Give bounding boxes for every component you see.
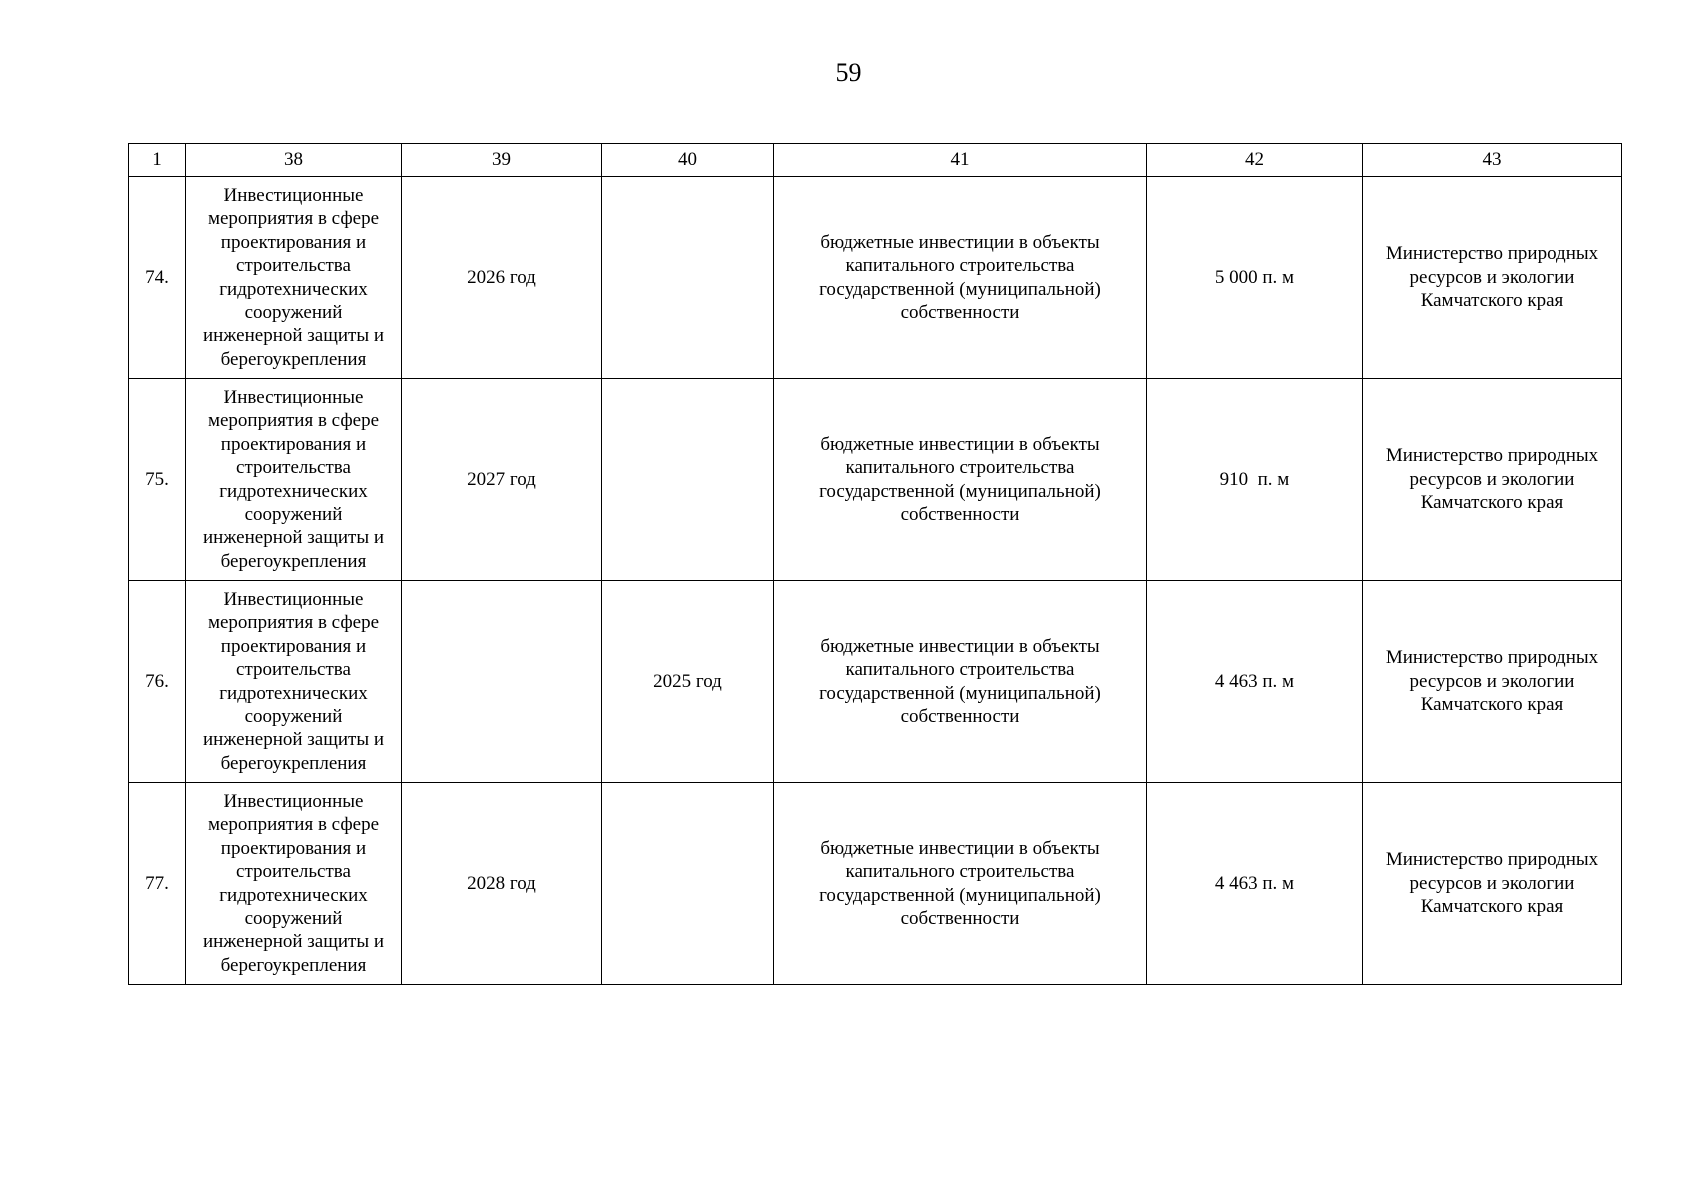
table-row (129, 783, 1622, 985)
activity-cell: Инвестиционные мероприятия в сфере проектирования и строительства гидротехнических сооружений инженерной защиты и берегоукрепления (186, 177, 402, 379)
col-39-cell: 2027 год (402, 379, 602, 581)
row-number: 77. (129, 783, 186, 985)
row-number: 74. (129, 177, 186, 379)
responsible-cell: Министерство природных ресурсов и экологии Камчатского края (1363, 783, 1622, 985)
table-row (129, 581, 1622, 783)
col-39-cell: 2028 год (402, 783, 602, 985)
investment-type-cell: бюджетные инвестиции в объекты капитального строительства государственной (муниципальной) собственности (774, 581, 1147, 783)
activity-cell: Инвестиционные мероприятия в сфере проектирования и строительства гидротехнических сооружений инженерной защиты и берегоукрепления (186, 783, 402, 985)
responsible-cell: Министерство природных ресурсов и экологии Камчатского края (1363, 581, 1622, 783)
header-cell: 39 (402, 144, 602, 177)
row-number: 75. (129, 379, 186, 581)
responsible-cell: Министерство природных ресурсов и экологии Камчатского края (1363, 177, 1622, 379)
header-cell: 38 (186, 144, 402, 177)
table-row (129, 379, 1622, 581)
investment-type-cell: бюджетные инвестиции в объекты капитального строительства государственной (муниципальной) собственности (774, 783, 1147, 985)
capacity-cell: 910 п. м (1147, 379, 1363, 581)
col-40-cell (602, 177, 774, 379)
col-39-cell: 2026 год (402, 177, 602, 379)
investment-type-cell: бюджетные инвестиции в объекты капитального строительства государственной (муниципальной) собственности (774, 379, 1147, 581)
capacity-cell: 5 000 п. м (1147, 177, 1363, 379)
col-40-cell: 2025 год (602, 581, 774, 783)
header-cell: 40 (602, 144, 774, 177)
table-row (129, 177, 1622, 379)
capacity-cell: 4 463 п. м (1147, 783, 1363, 985)
table-header-row (129, 144, 1622, 177)
capacity-cell: 4 463 п. м (1147, 581, 1363, 783)
col-40-cell (602, 379, 774, 581)
header-cell: 1 (129, 144, 186, 177)
row-number: 76. (129, 581, 186, 783)
header-cell: 41 (774, 144, 1147, 177)
header-cell: 43 (1363, 144, 1622, 177)
responsible-cell: Министерство природных ресурсов и экологии Камчатского края (1363, 379, 1622, 581)
col-39-cell (402, 581, 602, 783)
activity-cell: Инвестиционные мероприятия в сфере проектирования и строительства гидротехнических сооружений инженерной защиты и берегоукрепления (186, 581, 402, 783)
activity-cell: Инвестиционные мероприятия в сфере проектирования и строительства гидротехнических сооружений инженерной защиты и берегоукрепления (186, 379, 402, 581)
page-number: 59 (835, 58, 862, 87)
data-table (128, 143, 1622, 985)
col-40-cell (602, 783, 774, 985)
investment-type-cell: бюджетные инвестиции в объекты капитального строительства государственной (муниципальной) собственности (774, 177, 1147, 379)
header-cell: 42 (1147, 144, 1363, 177)
